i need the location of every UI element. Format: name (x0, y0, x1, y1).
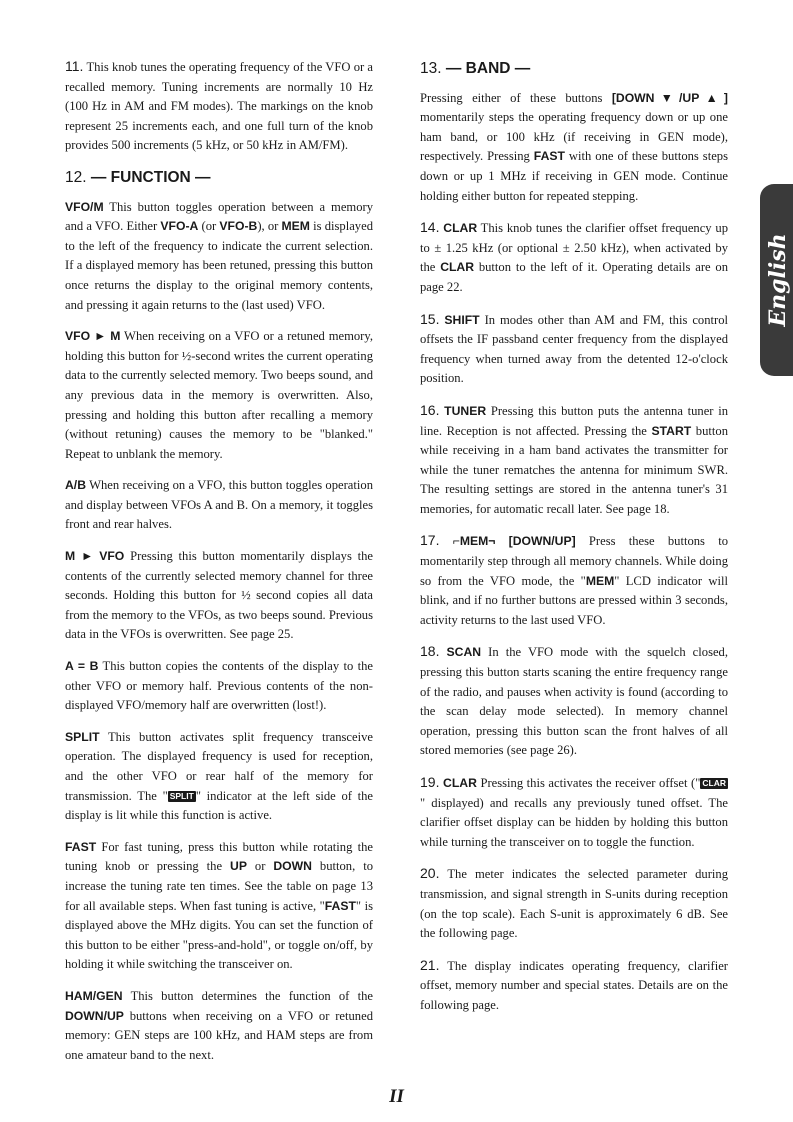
clar-indicator-badge: CLAR (702, 778, 726, 788)
item-number: 20. (420, 865, 440, 882)
item-19 (420, 773, 728, 852)
button-name: VFO/M (65, 199, 104, 214)
text: This button copies the contents of the display to the other VFO or memory half. Previous contents of the non-displayed VFO/memory half are overwritten (lost!). (65, 659, 373, 713)
button-name: [DOWN▼/UP▲] (611, 90, 728, 105)
item-number: 11. (65, 58, 84, 74)
text: This button toggles operation between a memory and a VFO. Either (65, 199, 373, 234)
indicator-name: MEM (585, 573, 615, 588)
right-column (420, 57, 728, 1028)
text: " is displayed above the MHz digits. You can set the function of this button to be either "press-and-hold", or toggle on/off, by holding it while switching the transceiver on. (65, 898, 373, 972)
item-number: 17. (420, 532, 440, 549)
vfo-m-description (65, 198, 373, 316)
language-tab-label: English (765, 233, 791, 327)
item-number: 21. (420, 956, 440, 973)
button-name: SPLIT (65, 729, 100, 744)
fast-description (65, 838, 373, 975)
a-b-description (65, 476, 373, 535)
text: button while receiving in a ham band activates the transmitter for while the tuner rematches the antenna for minimum SWR. The resulting settings are stored in the antenna tuner's 31 memories, for automatic recall later. See page 18. (420, 423, 728, 516)
item-17 (420, 531, 728, 630)
text: " displayed) and recalls any previously tuned offset. The clarifier offset display can be hidden by holding this button while turning the transceiver on to toggle the function. (420, 795, 728, 849)
button-name: A/B (65, 478, 86, 493)
button-name: CLAR (443, 776, 477, 790)
text: This button determines the function of the (122, 988, 373, 1003)
text: The meter indicates the selected parameter during transmission, and signal strength in S-units during reception (on the top scale). Each S-unit is approximately 6 dB. See the following page. (420, 867, 728, 941)
indicator-name: MEM (281, 219, 310, 234)
text: buttons when receiving on a VFO or retuned memory: GEN steps are 100 kHz, and HAM steps are from one amateur band to the next. (65, 1008, 373, 1062)
button-name: ⌐MEM¬ (452, 534, 496, 549)
section-heading-function (65, 168, 373, 188)
a-equals-b-description (65, 657, 373, 716)
button-name: TUNER (444, 403, 487, 418)
text: For fast tuning, press this button while rotating the tuning knob or pressing the (65, 839, 373, 874)
text: ), or (257, 219, 282, 234)
text: " LCD indicator will blink, and if no further buttons are pressed within 3 seconds, activity returns to the last used VFO. (420, 573, 728, 627)
item-number: 19. (420, 774, 440, 790)
indicator-name: VFO-A (160, 219, 199, 234)
item-18 (420, 642, 728, 761)
button-name: SCAN (446, 645, 482, 660)
button-name: DOWN (273, 859, 312, 874)
ham-gen-description (65, 987, 373, 1065)
text: When receiving on a VFO, this button toggles operation and display between VFOs A and B. On a memory, it toggles front and rear halves. (65, 478, 373, 532)
indicator-name: VFO-B (219, 219, 258, 234)
item-14 (420, 218, 728, 297)
item-number: 15. (420, 310, 440, 327)
language-tab (760, 184, 793, 376)
section-heading-band (420, 59, 728, 79)
text: Pressing this activates the receiver offset (" (476, 776, 701, 790)
text: (or (198, 219, 220, 234)
vfo-to-m-description (65, 327, 373, 464)
text: " indicator at the left side of the display is lit while this function is active. (65, 788, 374, 823)
button-name: CLAR (440, 260, 475, 275)
section-number: 12. (65, 168, 87, 186)
item-number: 14. (420, 219, 440, 236)
page-number: II (389, 1086, 404, 1107)
button-name: FAST (65, 839, 97, 854)
control-name: SHIFT (444, 312, 480, 327)
button-name: VFO ► M (65, 329, 121, 344)
split-indicator-badge: SPLIT (169, 790, 194, 801)
band-description (420, 89, 728, 207)
item-21 (420, 956, 728, 1016)
text: button to the left of it. Operating details are on page 22. (420, 260, 728, 294)
control-name: CLAR (443, 221, 478, 236)
button-name: UP (230, 859, 247, 874)
button-name: M ► VFO (65, 549, 125, 564)
text: or (246, 859, 274, 874)
button-name: FAST (533, 149, 565, 164)
button-name: START (651, 423, 692, 438)
text: Pressing this button puts the antenna tuner in line. Reception is not affected. Pressing the (420, 403, 728, 438)
text: Press these buttons to momentarily step through all memory channels. While doing so from the VFO mode, the " (420, 534, 728, 588)
item-16 (420, 401, 728, 520)
text: Pressing this button momentarily displays the contents of the currently selected memory channel for three seconds. Holding this button for ½ second copies all data from the memory to the VFOs, as two beeps sound. Previous data in the VFOs is overwritten. See page 25. (65, 549, 373, 642)
item-number: 18. (420, 643, 440, 660)
item-number: 16. (420, 401, 440, 418)
button-name: [DOWN/UP] (508, 534, 576, 549)
button-name: HAM/GEN (65, 988, 123, 1003)
button-name: DOWN/UP (65, 1008, 124, 1023)
text: Pressing either of these buttons (420, 90, 612, 105)
section-title: — FUNCTION — (90, 168, 211, 186)
text: button, to increase the tuning rate ten times. See the table on page 13 for all available steps. When fast tuning is active, " (65, 859, 373, 913)
text: is displayed to the left of the frequency to indicate the current selection. If a displayed memory has been retuned, pressing this button once returns the display to the original memory contents, and pressing it again returns to the (last used) VFO. (65, 219, 373, 312)
m-to-vfo-description (65, 547, 373, 645)
text: with one of these buttons steps down or up 1 MHz if receiving in GEN mode. Continue holding either button for repeated stepping. (420, 149, 728, 203)
left-column (65, 57, 373, 1077)
section-title: — BAND — (445, 60, 531, 77)
text: In modes other than AM and FM, this control offsets the IF passband center frequency from the displayed frequency when turned away from the detented 12-o'clock position. (420, 312, 728, 386)
text: The display indicates operating frequency, clarifier offset, memory number and special states. Details are on the following page. (420, 958, 728, 1012)
text: momentarily steps the operating frequency down or up one ham band, or 100 kHz (if receiving in GEN mode), respectively. Pressing (420, 110, 728, 164)
item-20 (420, 864, 728, 943)
text: In the VFO mode with the squelch closed, pressing this button starts scaning the entire frequency range of the radio, and pauses when activity is found (according to the scan delay mode selected). In memory channel operation, pressing this button scan the front halves of all stored memories (see page 26). (420, 645, 729, 758)
split-description (65, 728, 373, 826)
text: This knob tunes the clarifier offset frequency up to ± 1.25 kHz (or optional ± 2.50 kHz), when activated by the (420, 221, 728, 275)
text: This button activates split frequency transceive operation. The displayed frequency is used for reception, and the other VFO or rear half of the memory for transmission. The " (65, 729, 373, 803)
button-name: A = B (65, 659, 99, 674)
item-15 (420, 310, 728, 389)
section-number: 13. (420, 60, 442, 77)
text: When receiving on a VFO or a retuned memory, holding this button for ½-second writes the current operating data to the currently selected memory. Two beeps sound, and any previous data in the memory is overwritten. Also, pressing and holding this button after recalling a memory (without retuning) causes the memory to be "blanked." Repeat to unblank the memory. (65, 329, 373, 461)
item-text: This knob tunes the operating frequency of the VFO or a recalled memory. Tuning increments are normally 10 Hz (100 Hz in AM and FM modes). The markings on the knob represent 25 increments each, and one full turn of the knob provides 500 increments (5 kHz, or 50 kHz in AM/FM). (65, 60, 374, 153)
item-11 (65, 57, 373, 156)
indicator-name: FAST (324, 898, 356, 913)
